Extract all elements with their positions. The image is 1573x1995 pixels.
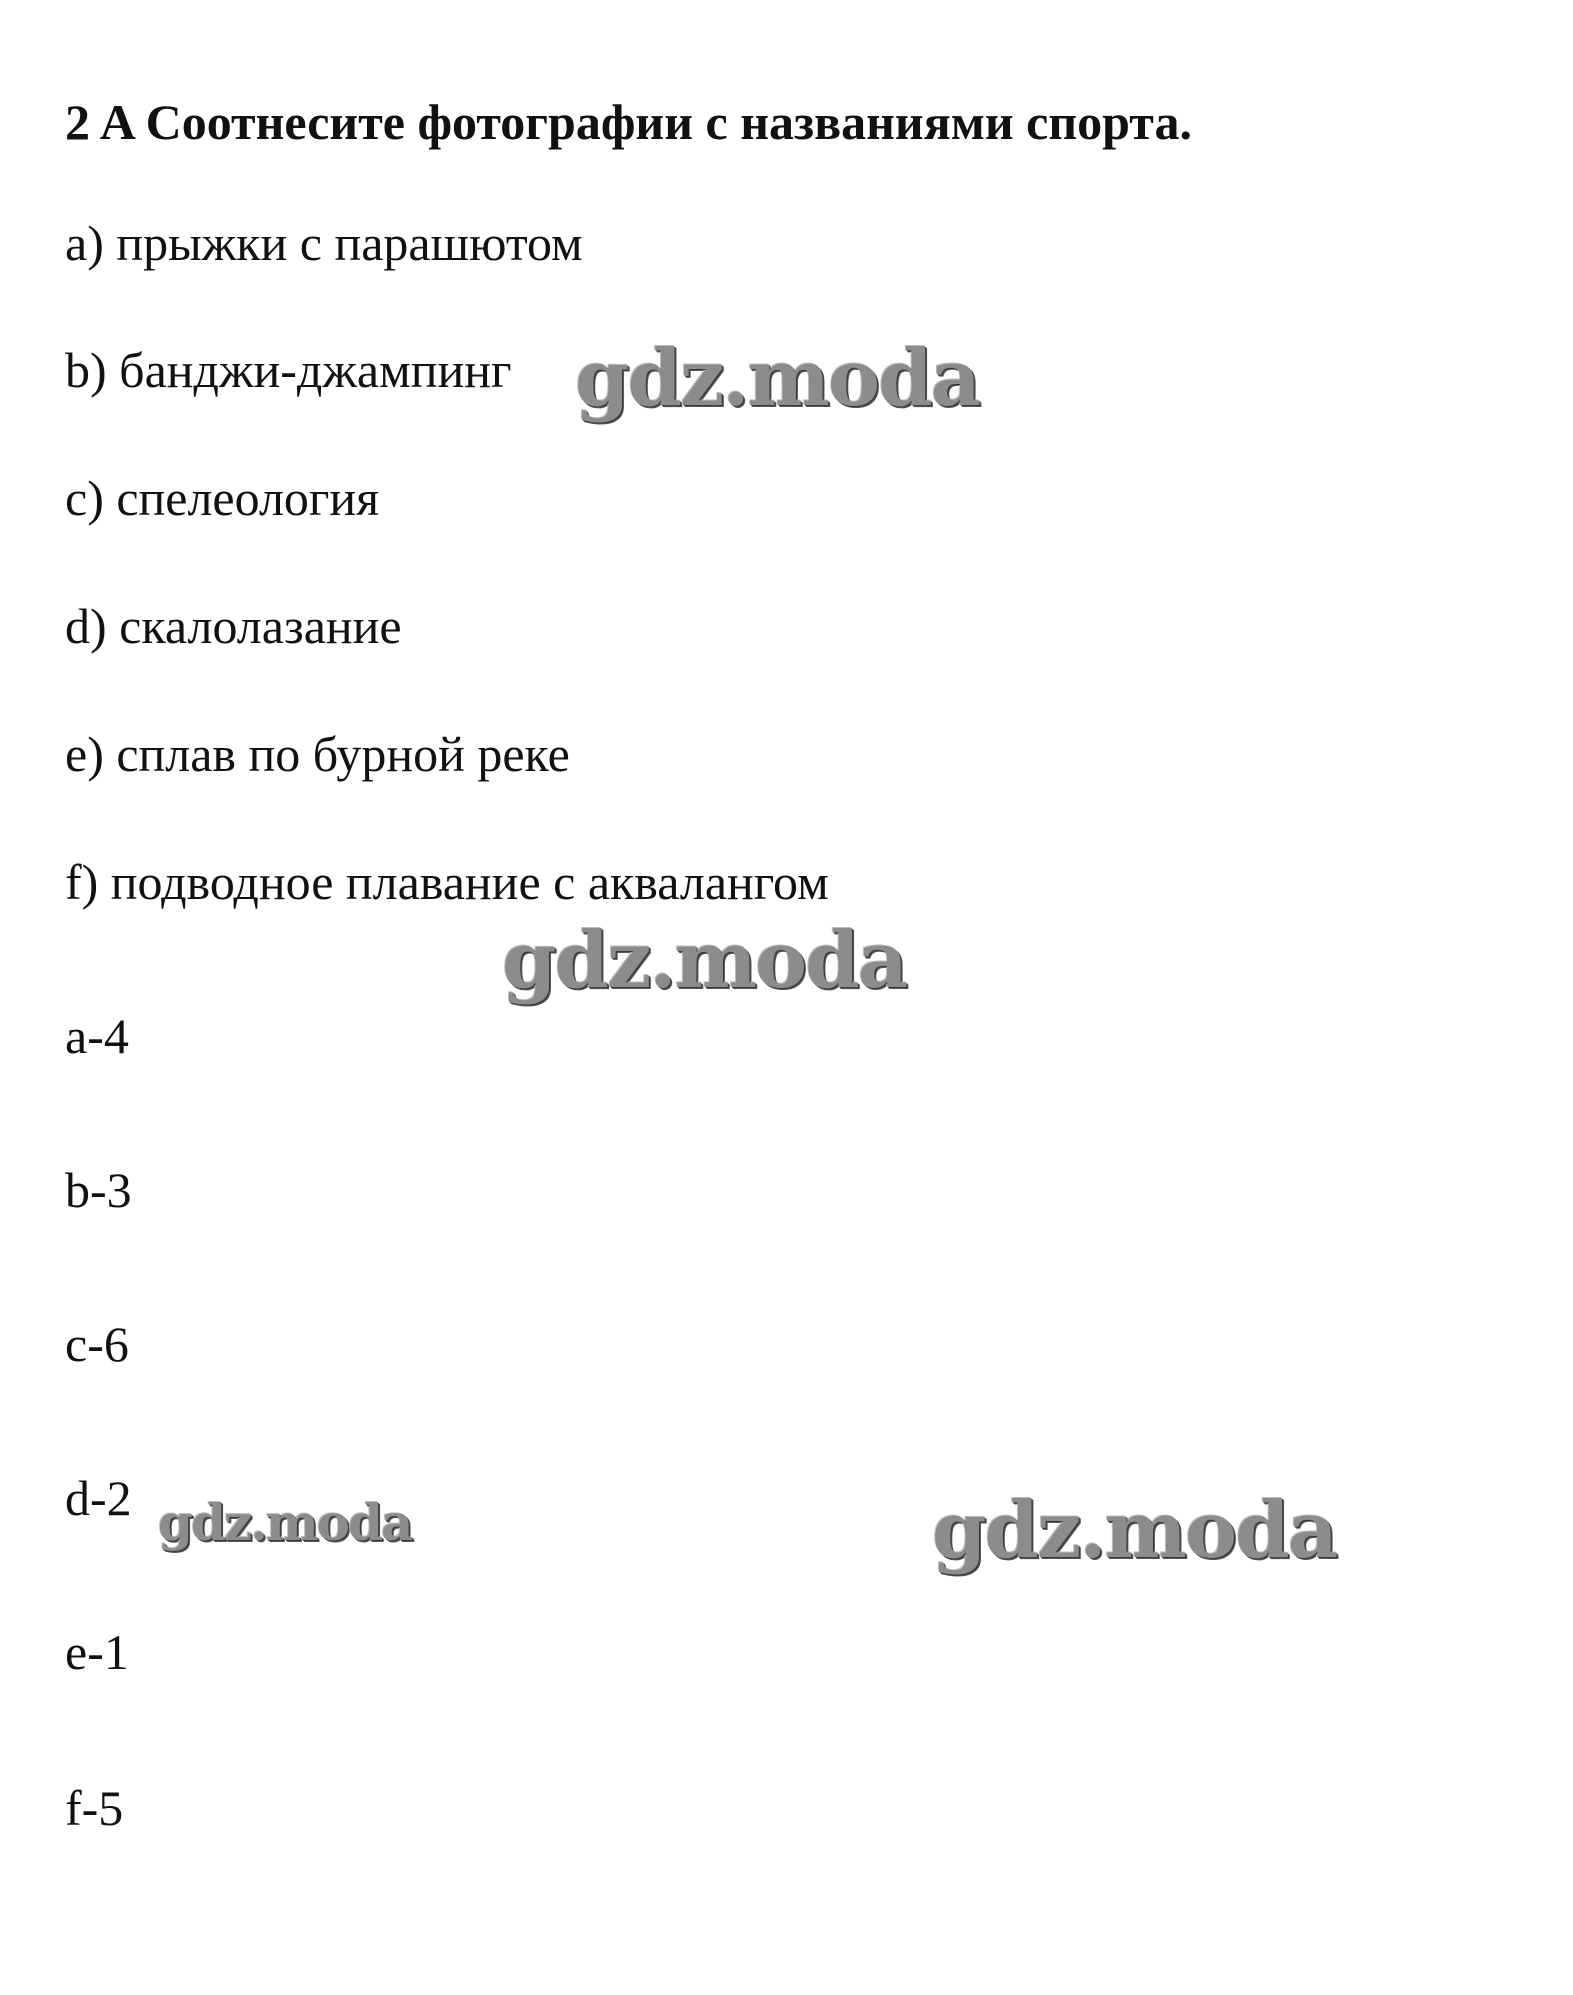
- watermark: gdz.moda: [575, 333, 980, 424]
- option-c: c) спелеология: [65, 470, 380, 526]
- task-title: 2 A Соотнесите фотографии с названиями спорта.: [65, 94, 1192, 150]
- watermark: gdz.moda: [158, 1493, 412, 1552]
- answer-f: f-5: [65, 1780, 124, 1836]
- option-f: f) подводное плавание с аквалангом: [65, 854, 829, 910]
- answer-a: a-4: [65, 1008, 129, 1064]
- answer-b: b-3: [65, 1162, 132, 1218]
- answer-d: d-2: [65, 1470, 132, 1526]
- option-d: d) скалолазание: [65, 598, 402, 654]
- watermark: gdz.moda: [932, 1485, 1337, 1576]
- watermark: gdz.moda: [502, 915, 907, 1006]
- option-b: b) банджи-джампинг: [65, 342, 512, 398]
- answer-c: c-6: [65, 1316, 129, 1372]
- answer-e: e-1: [65, 1624, 129, 1680]
- option-a: a) прыжки с парашютом: [65, 215, 583, 271]
- option-e: e) сплав по бурной реке: [65, 726, 570, 782]
